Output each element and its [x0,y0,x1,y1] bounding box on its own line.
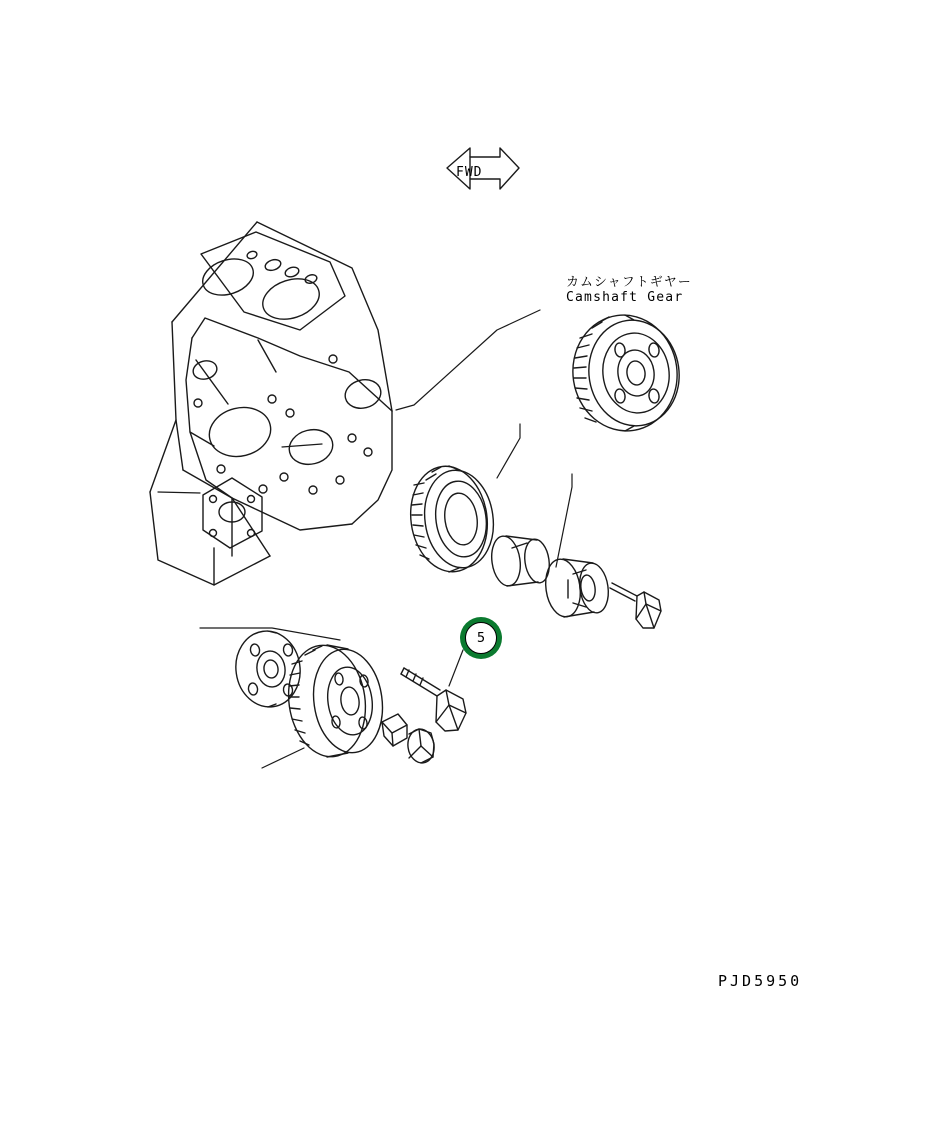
coupling-hub [542,557,611,619]
camshaft-gear-label-jp: カムシャフトギヤー [566,275,692,290]
camshaft-gear-part [565,308,686,437]
bolt-center [401,668,466,731]
camshaft-gear-label-en: Camshaft Gear [566,290,684,305]
drawing-code: PJD5950 [718,972,803,990]
crankshaft-gear [282,640,389,761]
callout-5[interactable] [460,617,502,659]
engine-block [150,222,392,585]
key-and-washer [382,714,436,765]
idler-gear [404,461,499,577]
callout-5-number: 5 [465,622,497,654]
fwd-label: FWD [456,165,483,180]
bolt-upper [610,583,661,628]
spacer-collar [489,534,552,587]
